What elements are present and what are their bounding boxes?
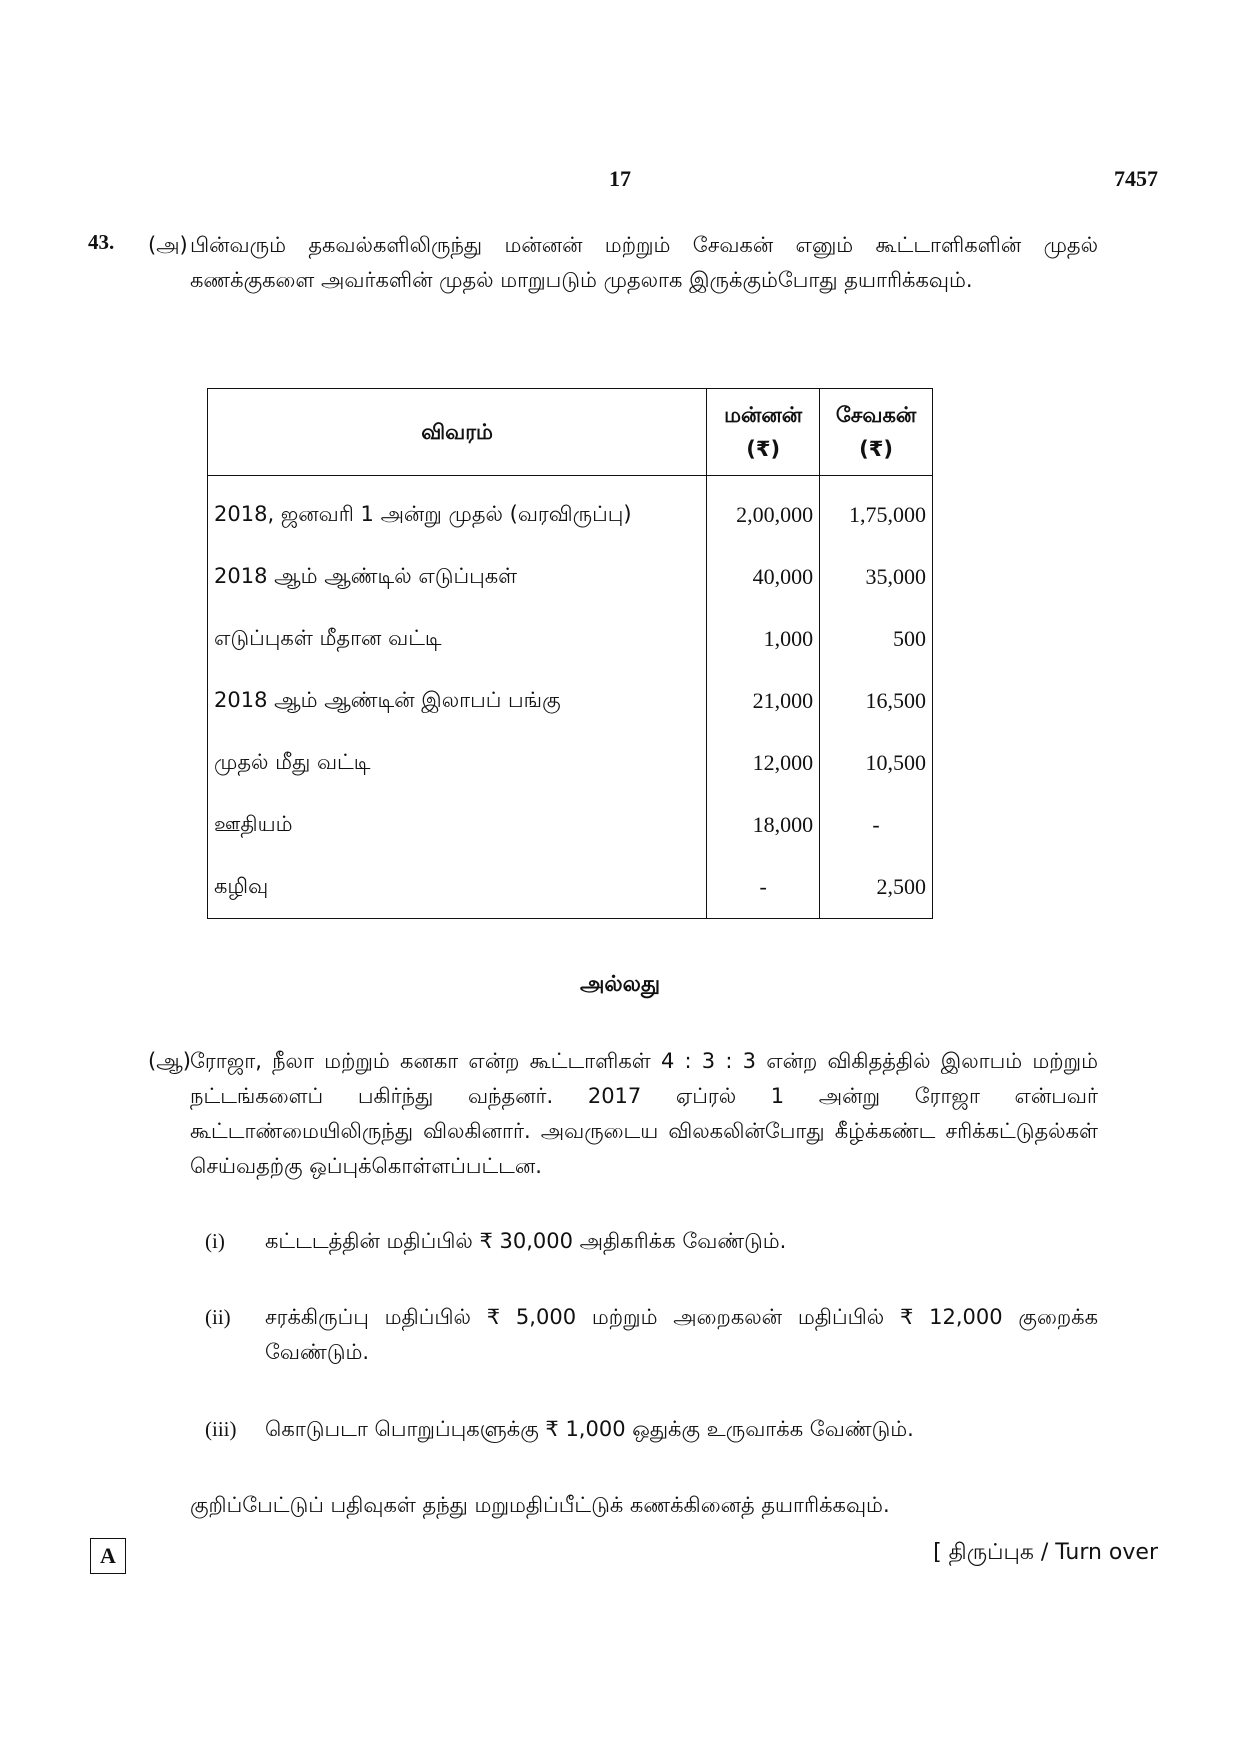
row-mannan-value: 1,000 [707, 608, 820, 670]
version-box: A [90, 1538, 126, 1574]
header-description [208, 389, 707, 476]
header-mannan-unit: (₹) [746, 437, 781, 461]
question-part-b [148, 1044, 1098, 1184]
row-sevagan-value: 35,000 [820, 546, 933, 608]
condition-item [205, 1300, 1098, 1370]
row-sevagan-value: 16,500 [820, 670, 933, 732]
table-row [208, 546, 933, 608]
row-mannan-value: 2,00,000 [707, 476, 820, 547]
table-row [208, 732, 933, 794]
header-mannan [707, 389, 820, 476]
header-description-label: விவரம் [421, 420, 493, 444]
row-description: 2018, ஜனவரி 1 அன்று முதல் (வரவிருப்பு) [208, 476, 707, 547]
partner-data-table [207, 388, 933, 919]
table-row [208, 670, 933, 732]
paper-code: 7457 [1114, 166, 1158, 191]
row-mannan-value: 12,000 [707, 732, 820, 794]
header-sevagan-unit: (₹) [859, 437, 893, 461]
question-number: 43. [88, 230, 115, 254]
header-sevagan [820, 389, 933, 476]
turn-over-label: [ திருப்புக / Turn over [933, 1540, 1158, 1565]
table-row [208, 856, 933, 919]
part-b-text: ரோஜா, நீலா மற்றும் கனகா என்ற கூட்டாளிகள் 4 : 3 : 3 என்ற விகிதத்தில் இலாபம் மற்றும் நட்டங்களைப் பகிர்ந்து வந்தனர். 2017 ஏப்ரல் 1 அன்று ரோஜா என்பவர் கூட்டாண்மையிலிருந்து விலகினார். அவருடைய விலகலின்போது கீழ்க்கண்ட சரிக்கட்டுதல்கள் செய்வதற்கு ஒப்புக்கொள்ளப்பட்டன. [190, 1049, 1098, 1178]
part-a-text: பின்வரும் தகவல்களிலிருந்து மன்னன் மற்றும் சேவகன் எனும் கூட்டாளிகளின் முதல் கணக்குகளை அவர்களின் முதல் மாறுபடும் முதலாக இருக்கும்போது தயாரிக்கவும். [190, 233, 1098, 292]
table-header-row [208, 389, 933, 476]
row-description: முதல் மீது வட்டி [208, 732, 707, 794]
row-description: 2018 ஆம் ஆண்டில் எடுப்புகள் [208, 546, 707, 608]
condition-number: (ii) [205, 1305, 231, 1329]
row-sevagan-value: - [820, 794, 933, 856]
row-sevagan-value: 2,500 [820, 856, 933, 919]
condition-text: சரக்கிருப்பு மதிப்பில் ₹ 5,000 மற்றும் அறைகலன் மதிப்பில் ₹ 12,000 குறைக்க வேண்டும். [265, 1305, 1098, 1364]
page-number: 17 [609, 166, 631, 191]
row-mannan-value: 40,000 [707, 546, 820, 608]
question-part-a [148, 228, 1098, 298]
row-description: ஊதியம் [208, 794, 707, 856]
condition-text: கொடுபடா பொறுப்புகளுக்கு ₹ 1,000 ஒதுக்கு உருவாக்க வேண்டும். [265, 1417, 914, 1441]
row-mannan-value: - [707, 856, 820, 919]
row-mannan-value: 21,000 [707, 670, 820, 732]
row-sevagan-value: 10,500 [820, 732, 933, 794]
part-a-label: (அ) [148, 233, 188, 257]
row-sevagan-value: 500 [820, 608, 933, 670]
condition-item [205, 1412, 1098, 1447]
row-sevagan-value: 1,75,000 [820, 476, 933, 547]
row-description: எடுப்புகள் மீதான வட்டி [208, 608, 707, 670]
table-row [208, 608, 933, 670]
condition-number: (iii) [205, 1417, 237, 1441]
condition-item [205, 1224, 1098, 1259]
row-description: 2018 ஆம் ஆண்டின் இலாபப் பங்கு [208, 670, 707, 732]
condition-number: (i) [205, 1229, 225, 1253]
or-separator: அல்லது [579, 972, 661, 997]
row-description: கழிவு [208, 856, 707, 919]
header-sevagan-label: சேவகன் [835, 403, 917, 427]
instruction-text: குறிப்பேட்டுப் பதிவுகள் தந்து மறுமதிப்பீட்டுக் கணக்கினைத் தயாரிக்கவும். [190, 1493, 890, 1517]
table-row [208, 794, 933, 856]
table-row [208, 476, 933, 547]
row-mannan-value: 18,000 [707, 794, 820, 856]
header-mannan-label: மன்னன் [724, 403, 803, 427]
condition-text: கட்டடத்தின் மதிப்பில் ₹ 30,000 அதிகரிக்க வேண்டும். [265, 1229, 787, 1253]
part-b-label: (ஆ) [148, 1049, 191, 1073]
